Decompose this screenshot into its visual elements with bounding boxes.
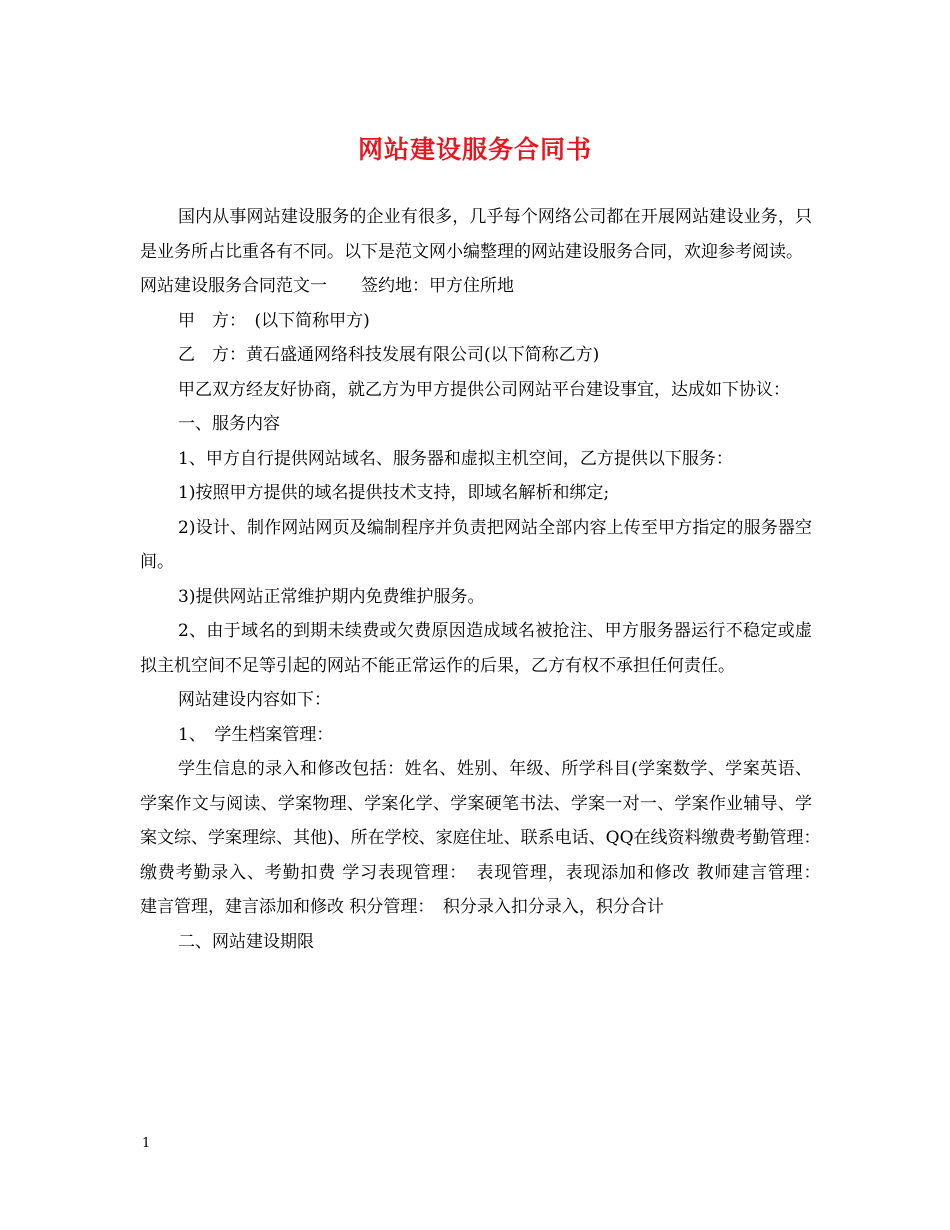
party-b-line: 乙 方：黄石盛通网络科技发展有限公司(以下简称乙方) [178,345,600,365]
clause-1-item-1: 1)按照甲方提供的域名提供技术支持，即域名解析和绑定; [178,483,610,503]
agreement-paragraph: 甲乙双方经友好协商，就乙方为甲方提供公司网站平台建设事宜，达成如下协议： [178,379,790,400]
section-heading-service: 一、服务内容 [178,414,280,434]
clause-1: 1、甲方自行提供网站域名、服务器和虚拟主机空间，乙方提供以下服务： [178,448,733,469]
content-item-1: 1、 学生档案管理： [178,724,334,745]
intro-paragraph: 国内从事网站建设服务的企业有很多，几乎每个网络公司都在开展网站建设业务，只是业务所占比重各有不同。以下是范文网小编整理的网站建设服务合同，欢迎参考阅读。 [140,207,812,262]
document-title: 网站建设服务合同书 [357,135,592,164]
content-heading: 网站建设内容如下： [178,690,331,710]
contract-heading-line: 网站建设服务合同范文一 签约地：甲方住所地 [140,276,514,296]
clause-2: 2、由于域名的到期未续费或欠费原因造成域名被抢注、甲方服务器运行不稳定或虚拟主机空间不足等引起的网站不能正常运作的后果，乙方有权不承担任何责任。 [140,621,812,676]
clause-1-item-3: 3)提供网站正常维护期内免费维护服务。 [178,586,485,607]
clause-1-item-2: 2)设计、制作网站网页及编制程序并负责把网站全部内容上传至甲方指定的服务器空间。 [140,517,812,572]
party-a-line: 甲 方： (以下简称甲方) [178,310,370,331]
section-heading-period: 二、网站建设期限 [178,931,314,952]
document-body [140,200,830,959]
student-info-paragraph: 学生信息的录入和修改包括：姓名、姓别、年级、所学科目(学案数学、学案英语、学案作文与阅读、学案物理、学案化学、学案硬笔书法、学案一对一、学案作业辅导、学案文综、学案理综、其他)、所在学校、家庭住址、联系电话、QQ在线资料缴费考勤管理： 缴费考勤录入、考勤扣费 学习表现管理： 表现管理，表现添加和修改 教师建言管理： 建言管理，建言添加和修改 积分管理： 积分录入扣分录入，积分合计 [140,759,830,917]
page-number: 1 [142,1136,151,1151]
